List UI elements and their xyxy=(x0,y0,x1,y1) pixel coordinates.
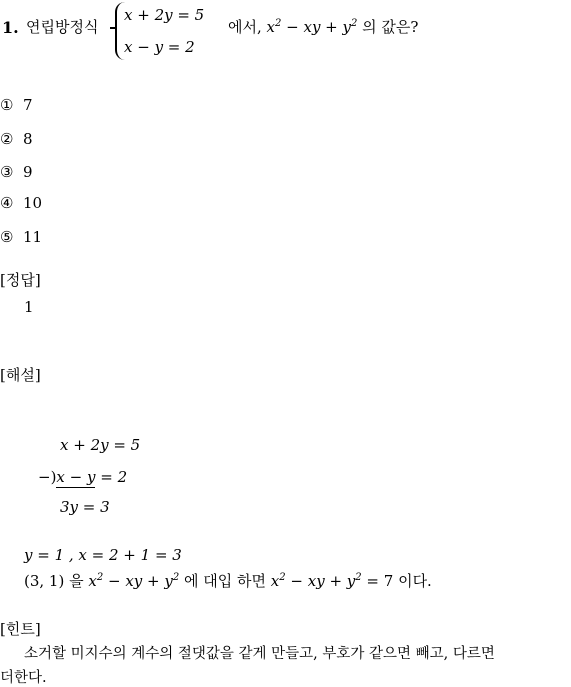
hint-line-1: 소거할 미지수의 계수의 절댓값을 같게 만들고, 부호가 같으면 빼고, 다르면 xyxy=(24,646,495,662)
choice-2[interactable]: ② 8 xyxy=(0,130,33,148)
choice-1[interactable]: ① 7 xyxy=(0,96,33,114)
choice-4[interactable]: ④ 10 xyxy=(0,194,43,212)
choice-5[interactable]: ⑤ 11 xyxy=(0,228,43,246)
question-number: 1. xyxy=(2,18,19,37)
system-brace-tip xyxy=(110,27,116,29)
explanation-label: [해설] xyxy=(0,366,41,384)
system-equation-1: x + 2y = 5 xyxy=(124,6,205,24)
answer-label: [정답] xyxy=(0,271,41,289)
choice-3[interactable]: ③ 9 xyxy=(0,163,33,181)
hint-label: [힌트] xyxy=(0,620,41,638)
question-suffix-post: 의 값은? xyxy=(362,18,419,36)
answer-value: 1 xyxy=(24,298,34,316)
explanation-equation-3: 3y = 3 xyxy=(60,498,110,516)
question-expr: $x^2$ − xy + $y^2$ xyxy=(266,18,358,36)
explanation-substitution: (3, 1) 을 $x^2$ − xy + $y^2$ 에 대입 하면 $x^2$ − xy + $y^2 = 7$ 이다. xyxy=(24,572,432,590)
question-suffix-pre: 에서, xyxy=(228,18,262,36)
explanation-equation-1: x + 2y = 5 xyxy=(60,436,141,454)
question-prefix: 연립방정식 xyxy=(26,18,99,36)
question-text xyxy=(228,20,418,35)
explanation-equation-2: −)x − y = 2 xyxy=(38,468,128,486)
hint-line-2: 더한다. xyxy=(0,670,47,686)
system-equation-2: x − y = 2 xyxy=(124,38,195,56)
explanation-result: y = 1 , x = 2 + 1 = 3 xyxy=(24,546,182,564)
